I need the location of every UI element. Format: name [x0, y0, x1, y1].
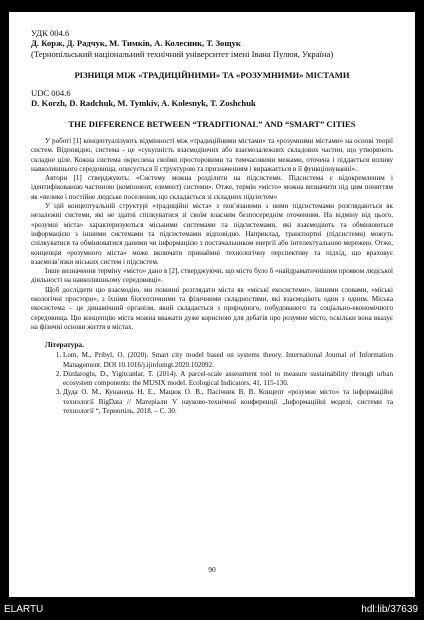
- reference-item: 2. Dizdaroglu, D., Yigitcanlar, T. (2014). A parcel-scale assessment tool to measure sustainability through urban ecosystem components: the MUSIX model. Ecological Indicators, 41, 115-130.: [63, 370, 393, 389]
- udc-ua: УДК 004.6: [31, 28, 70, 38]
- repository-label: ELARTU: [4, 604, 44, 615]
- footer-bar: [0, 600, 424, 620]
- paragraph: Інше визначення терміну «місто» дано в [2], стверджуючи, що місто було б «найдраматичнішим проявом людської діяльності на навколишньому середовищі».: [31, 267, 393, 285]
- udc-en: UDC 004.6: [31, 88, 71, 98]
- title-en: THE DIFFERENCE BETWEEN “TRADITIONAL” AND “SMART” CITIES: [68, 119, 356, 129]
- paragraph: Автори [1] стверджують: «Систему можна розділити на підсистеми. Підсистема є відокремленим і ідентифікованою частиною (компонент, елемент) системи». Отже, термін «місто» можна визначити під цим поняттям як «велике і постійне людське поселення, що складається зі складних підсистем»: [31, 174, 393, 201]
- references-list: [31, 351, 393, 416]
- title-ua: РІЗНИЦЯ МІЖ «ТРАДИЦІЙНИМИ» ТА «РОЗУМНИМИ» МІСТАМИ: [74, 70, 350, 80]
- paragraph: У роботі [1] концептуалізують відмінності між «традиційними містами» та «розумними містами» на основі теорії систем. Відповідно, система - це «сукупність взаємодіючих або взаємозалежних складових частин, що утворюють складне ціле. Кожна система окреслена своїми просторовими та тимчасовими межами, оточена і піддається впливу навколишнього середовища, описується її структурою та призначенням і виражається в її функціонуванні».: [31, 137, 393, 173]
- reference-item: 1. Lom, M., Pribyl, O. (2020). Smart city model based on systems theory. International Journal of Information Management. DOI 10.1016/j.ijinfomgt.2020.102092.: [63, 351, 393, 370]
- reference-item: 3. Дуда О. М., Кунанець Н. Е., Мацюк О. В., Пасічник В. В. Концепт «розумне місто» та інформаційні технології BigData // Матеріали V науково-технічної конференції „Інформаційні моделі, системи та технології “, Тернопіль, 2018. – С. 30.: [63, 388, 393, 416]
- affiliation-ua: (Тернопільський національний технічний університет імені Івана Пулюя, Україна): [31, 49, 334, 59]
- paragraph: У цій концептуальній структурі «традиційні міста» з пов’язаними з ними підсистемами розглядаються як незалежні системи, які не здатні спілкуватися зі своїм власним безпосереднім оточенням. На відміну від цього, «розумні міста» характеризуються міськими системами та підсистемами, які взаємодіють та обмінюються інформацією з іншими системами та підсистемами відповідно. Наприклад, транспортні (підсистеми) можуть спілкуватися та обмінюватися даними чи інформацією з постачальником енергії або інтелектуальною мережею. Отже, концепція «розумного міста» може включати принаймні технологічну перспективу та підхід, що враховує взаємозв’язки міських систем і підсистем.: [31, 202, 393, 266]
- handle-label: hdl:lib/37639: [361, 604, 418, 615]
- paper-page: [9, 12, 415, 597]
- paragraph: Щоб дослідити цю взаємодію, ми повинні розглядати міста як «міські екосистеми», іншими словами, «міські екологічні простори», з їхніми біогеотичними та фізичними складностями, які взаємодіють один з одним. Міська екосистема – це динамічний організм, який складається з природного, побудованого та соціально-економічного середовища. Цю концепцію міста можна вважати дуже корисною для дебатів про розумне місто, оскільки вона вказує на фізичні основи життя в містах.: [31, 285, 393, 331]
- page-number: 90: [208, 565, 216, 574]
- authors-en: D. Korzh, D. Radchuk, M. Tymkiv, A. Kolesnyk, T. Zoshchuk: [31, 98, 256, 108]
- article-body: [31, 137, 393, 332]
- authors-ua: Д. Корж, Д. Радчук, М. Тимків, А. Колесник, Т. Зощук: [31, 38, 241, 48]
- references-title: Література.: [45, 340, 84, 350]
